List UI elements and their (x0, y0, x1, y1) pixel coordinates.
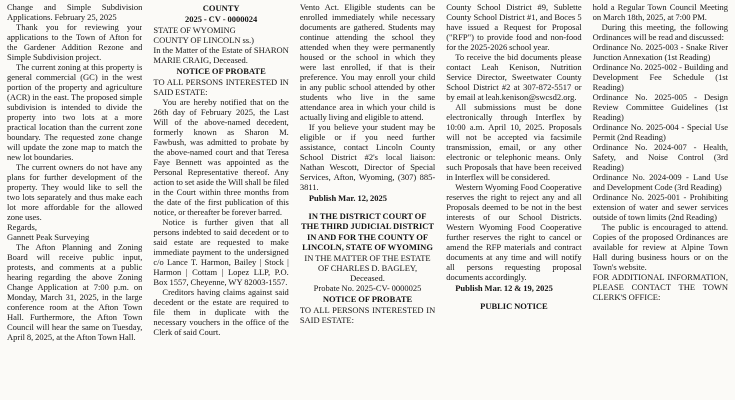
notice-paragraph: Regards, (7, 222, 37, 232)
notice-paragraph: Publish Mar. 12, 2025 (308, 193, 388, 203)
notice-column (300, 2, 435, 400)
notice-column (593, 2, 728, 400)
notice-paragraph: Ordinance No. 2025-002 - Building and Development Fee Schedule (1st Reading) (592, 62, 729, 92)
notice-paragraph: The public is encouraged to attend. Copies of the proposed Ordinances are available for review at Alpine Town Hall during business hours or on the Town's website. (592, 222, 729, 272)
notice-paragraph: 2025 - CV - 0000024 (184, 14, 258, 24)
notice-paragraph: You are hereby notified that on the 26th day of February 2025, the Last Will of the above-named decedent, formerly known as Sharon M. Fawbush, was admitted to probate by the above-named court and that Teresa Faye Bennett was appointed as the Personal Representative thereof. Any action to set aside the Will shall be filed in the Court within three months from the date of the first publication of this notice, or thereafter be forever barred. (153, 97, 289, 217)
notice-paragraph: Ordinance No. 2024-007 - Health, Safety, and Noise Control (3rd Reading) (592, 142, 729, 172)
notice-paragraph: IN AND FOR THE COUNTY OF LINCOLN, STATE OF WYOMING (302, 232, 433, 252)
notice-paragraph: Ordinance No. 2025-005 - Design Review Committee Guidelines (1st Reading) (592, 92, 729, 122)
notice-paragraph: Ordinance No. 2024-009 - Land Use and Development Code (3rd Reading) (592, 172, 729, 192)
notice-column (446, 2, 581, 400)
notice-paragraph: The Afton Planning and Zoning Board will receive public input, protests, and comments at a public hearing regarding the above Zoning Change Application at 7:00 p.m. on Monday, March 31, 2025, in the large conference room at the Afton Town Hall. Furthermore, the Afton Town Council will hear the same on Tuesday, April 8, 2025, at the Afton Town Hall. (7, 242, 143, 342)
notice-column (7, 2, 142, 400)
notice-paragraph: TO ALL PERSONS INTERESTED IN SAID ESTATE: (153, 77, 289, 97)
notice-paragraph: During this meeting, the following Ordinances will be read and discussed: (592, 22, 729, 42)
notice-paragraph: Publish Mar. 12 & 19, 2025 (455, 283, 553, 293)
notice-paragraph: PUBLIC NOTICE (480, 301, 548, 311)
notice-paragraph: STATE OF WYOMING (153, 25, 236, 35)
notice-paragraph: NOTICE OF PROBATE (176, 66, 266, 76)
notice-paragraph: Ordinance No. 2025-004 - Special Use Permit (2nd Reading) (592, 122, 729, 142)
notice-paragraph: Creditors having claims against said decedent or the estate are required to file them in duplicate with the necessary vouchers in the office of the Clerk of said Court. (153, 287, 289, 337)
notice-paragraph: Notice is further given that all persons indebted to said decedent or to said estate are requested to make immediate payment to the undersigned c/o Lance T. Harmon, Bailey | Stock | Harmon | Cottam | Lopez LLP, P.O. Box 1557, Cheyenne, WY 82003-1557. (153, 217, 289, 287)
notice-paragraph: hold a Regular Town Council Meeting on March 18th, 2025, at 7:00 PM. (592, 2, 729, 22)
notice-paragraph: Ordinance No. 2025-001 - Prohibiting extension of water and sewer services outside of town limits (2nd Reading) (592, 192, 729, 222)
notice-paragraph: TO ALL PERSONS INTERESTED IN SAID ESTATE: (299, 305, 436, 325)
notice-paragraph: COUNTY (202, 3, 240, 13)
notice-paragraph: In the Matter of the Estate of SHARON MARIE CRAIG, Deceased. (153, 45, 289, 65)
notice-paragraph: Western Wyoming Food Cooperative reserves the right to reject any and all Proposals deemed to be not in the best interests of our School Districts. Western Wyoming Food Cooperative further reserves the right to cancel or amend the RFP materials and contract documents at any time and will notify all persons requesting proposal documents accordingly. (446, 182, 582, 282)
notice-paragraph: Ordinance No. 2025-003 - Snake River Junction Annexation (1st Reading) (592, 42, 729, 62)
notice-paragraph: Thank you for reviewing your applications to the Town of Afton for the Gardener Addition Rezone and Simple Subdivision project. (7, 22, 143, 62)
notice-paragraph: FOR ADDITIONAL INFORMATION, PLEASE CONTACT THE TOWN CLERK'S OFFICE: (592, 272, 729, 302)
notice-paragraph: Vento Act. Eligible students can be enrolled immediately while necessary documents are gathered. Students may continue attending the school they attended when they were permanently housed or the school in which they were last enrolled, if that is their preference. You may enroll your child in any public school attended by other students who live in the same attendance area in which your child is actually living and eligible to attend. (299, 2, 436, 122)
notice-paragraph: County School District #9, Sublette County School District #1, and Boces 5 have issued a Request for Proposal ("RFP") to provide food and non-food for the 2025-2026 school year. (446, 2, 582, 52)
notice-paragraph: Change and Simple Subdivision Applications. February 25, 2025 (7, 2, 143, 22)
notice-paragraph: Gannett Peak Surveying (7, 232, 90, 242)
notice-paragraph: IN THE MATTER OF THE ESTATE OF CHARLES D. BAGLEY, Deceased. (304, 253, 431, 283)
notice-paragraph: All submissions must be done electronically through Interflex by 10:00 a.m. April 10, 2025. Proposals will not be accepted via facsimile transmission, email, or any other electronic or telephonic means. Only such Proposals that have been received in Interflex will be considered. (446, 102, 582, 182)
notice-paragraph: The current owners do not have any plans for further development of the property. They would like to sell the two lots separately and thus make each lot more affordable for the allowed zone uses. (7, 162, 143, 222)
notice-paragraph: COUNTY OF LINCOLN ss.) (153, 35, 255, 45)
notice-column (153, 2, 288, 400)
notice-paragraph: The current zoning at this property is general commercial (GC) in the west portion of the property and agriculture (ACR) in the east. The proposed simple subdivision is intended to divide the property into two lots at a more practical location than the current zone boundary. The requested zone change will update the zone map to match the new lot boundaries. (7, 62, 143, 162)
notice-paragraph: If you believe your student may be eligible or if you need further assistance, contact Lincoln County School District #2's local liaison: Nathan Wescott, Director of Special Services, Afton, Wyoming, (307) 885-3811. (299, 122, 436, 192)
notice-paragraph: NOTICE OF PROBATE (322, 294, 413, 304)
notice-paragraph: IN THE DISTRICT COURT OF THE THIRD JUDICIAL DISTRICT (300, 211, 435, 231)
notice-paragraph: To receive the bid documents please contact Leah Kenison, Nutrition Service Director, Sweetwater County School District #2 at 307-872-5517 or by email at leah.kenison@swcsd2.org. (446, 52, 582, 102)
notice-paragraph: Probate No. 2025-CV- 0000025 (313, 283, 422, 293)
